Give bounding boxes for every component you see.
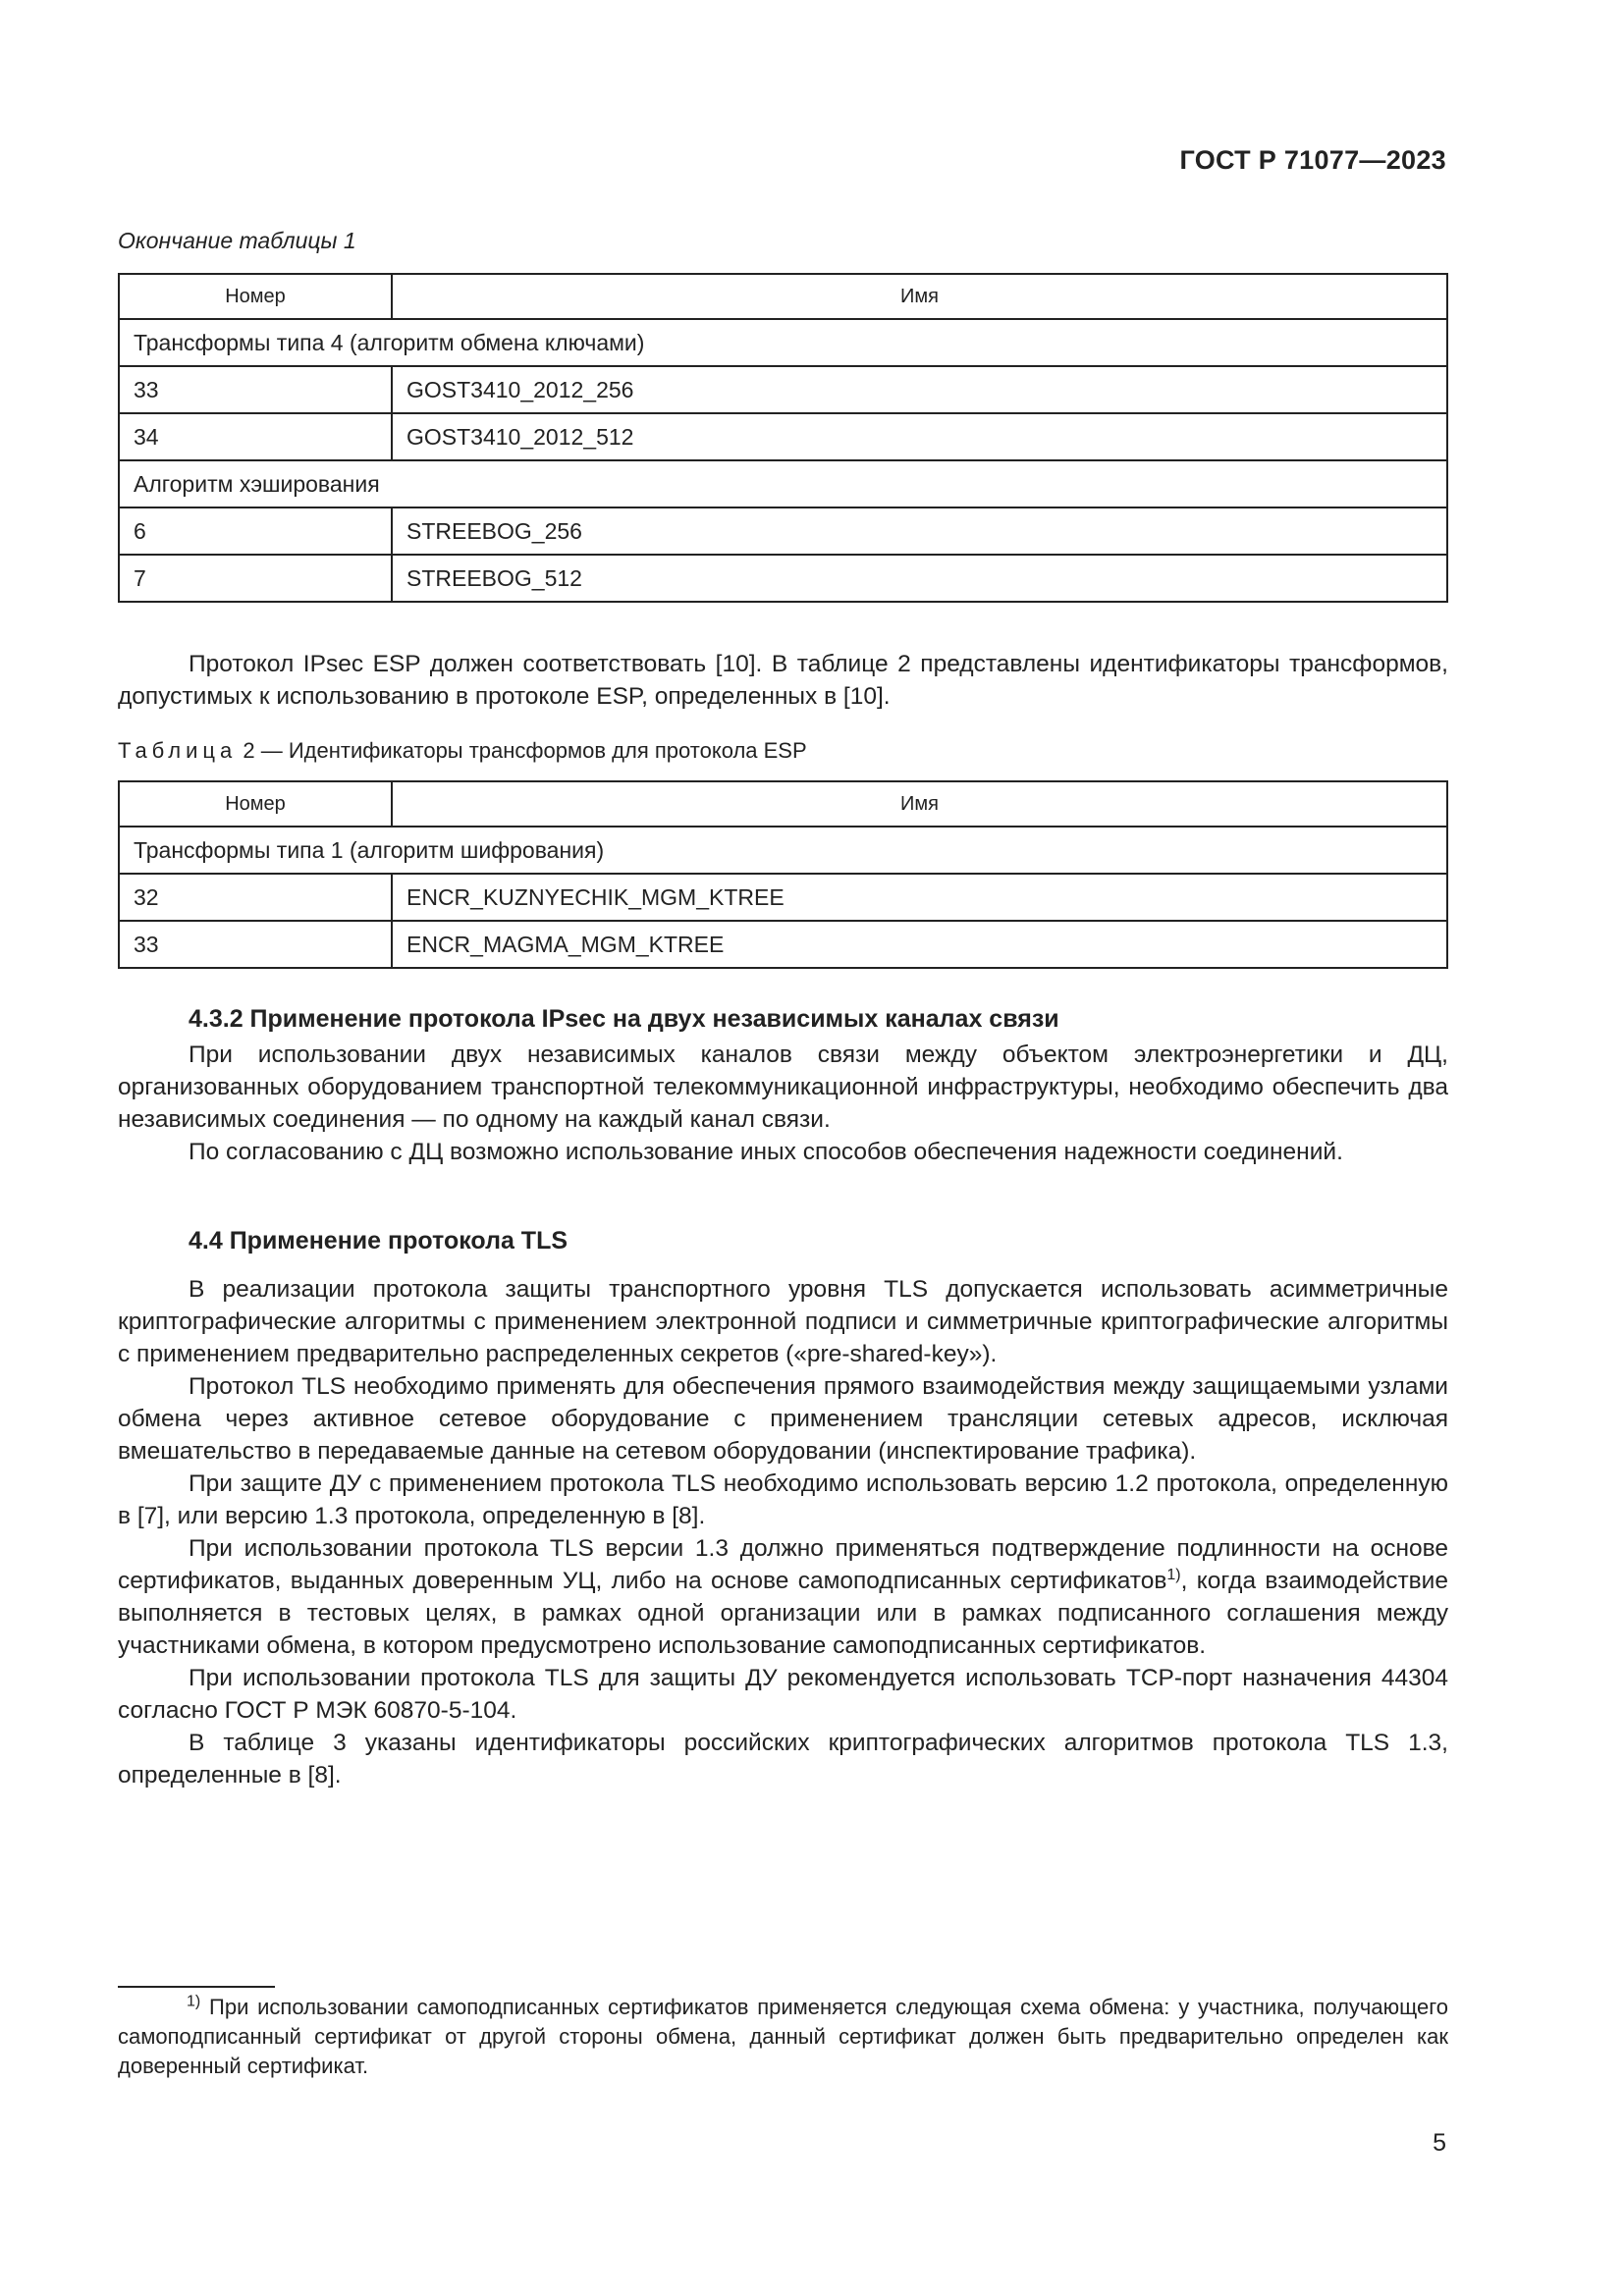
table-group-row — [119, 460, 1447, 507]
paragraph: При использовании протокола TLS для защиты ДУ рекомендуется использовать TCP-порт назначения 44304 согласно ГОСТ Р МЭК 60870-5-104. — [118, 1665, 1448, 1724]
paragraph: В таблице 3 указаны идентификаторы российских криптографических алгоритмов протокола TLS 1.3, определенные в [8]. — [118, 1730, 1448, 1789]
table-row — [119, 555, 1447, 602]
cell-name: GOST3410_2012_512 — [392, 413, 1447, 460]
column-header-name: Имя — [392, 781, 1447, 827]
table-row — [119, 413, 1447, 460]
cell-name: STREEBOG_256 — [392, 507, 1447, 555]
cell-name: GOST3410_2012_256 — [392, 366, 1447, 413]
cell-number: 33 — [119, 921, 392, 968]
cell-number: 32 — [119, 874, 392, 921]
table-header-row — [119, 781, 1447, 827]
cell-name: STREEBOG_512 — [392, 555, 1447, 602]
table-caption-text: 2 — Идентификаторы трансформов для протокола ESP — [243, 738, 807, 763]
cell-name: ENCR_KUZNYECHIK_MGM_KTREE — [392, 874, 1447, 921]
table-row — [119, 366, 1447, 413]
page-number: 5 — [1433, 2129, 1446, 2157]
cell-number: 33 — [119, 366, 392, 413]
column-header-name: Имя — [392, 274, 1447, 319]
table-group-row — [119, 319, 1447, 366]
document-code: ГОСТ Р 71077—2023 — [1179, 145, 1446, 175]
footnote-marker: 1) — [187, 1993, 201, 2010]
footnote-text: При использовании самоподписанных сертификатов применяется следующая схема обмена: у участника, получающего самоподписанный сертификат от другой стороны обмена, данный сертификат должен быть предварительно определен как доверенный сертификат. — [118, 1995, 1448, 2078]
group-label: Трансформы типа 4 (алгоритм обмена ключами) — [119, 319, 1447, 366]
section-4-3-2-body — [118, 1039, 1448, 1168]
section-4-4-title: 4.4 Применение протокола TLS — [189, 1227, 568, 1255]
table1-continuation-label: Окончание таблицы 1 — [118, 228, 356, 253]
table2-caption — [118, 738, 807, 764]
cell-name: ENCR_MAGMA_MGM_KTREE — [392, 921, 1447, 968]
column-header-number: Номер — [119, 781, 392, 827]
paragraph: Протокол TLS необходимо применять для обеспечения прямого взаимодействия между защищаемыми узлами обмена через активное сетевое оборудование с применением трансляции сетевых адресов, исключая вмешательство в передаваемые данные на сетевом оборудовании (инспектирование трафика). — [118, 1373, 1448, 1465]
paragraph: Протокол IPsec ESP должен соответствовать [10]. В таблице 2 представлены идентификаторы трансформов, допустимых к использованию в протоколе ESP, определенных в [10]. — [118, 651, 1448, 710]
table-2 — [118, 780, 1448, 969]
paragraph-text: , когда взаимодействие выполняется в тестовых целях, в рамках одной организации или в рамках подписанного соглашения между участниками обмена, в котором предусмотрено использование самоподписанных сертификатов. — [118, 1568, 1448, 1659]
paragraph: При использовании двух независимых каналов связи между объектом электроэнергетики и ДЦ, организованных оборудованием транспортной телекоммуникационной инфраструктуры, необходимо обеспечить два независимых соединения — по одному на каждый канал связи. — [118, 1041, 1448, 1133]
footnote-paragraph — [118, 1993, 1448, 2081]
cell-number: 7 — [119, 555, 392, 602]
table-header-row — [119, 274, 1447, 319]
footnote — [118, 1993, 1448, 2081]
cell-number: 34 — [119, 413, 392, 460]
section-4-3-2-title: 4.3.2 Применение протокола IPsec на двух независимых каналах связи — [189, 1005, 1059, 1033]
group-label: Алгоритм хэширования — [119, 460, 1447, 507]
footnote-reference: 1) — [1166, 1566, 1181, 1583]
table-row — [119, 921, 1447, 968]
paragraph: В реализации протокола защиты транспортного уровня TLS допускается использовать асимметричные криптографические алгоритмы с применением электронной подписи и симметричные криптографические алгоритмы с применением предварительно распределенных секретов («pre-shared-key»). — [118, 1276, 1448, 1367]
paragraph: При защите ДУ с применением протокола TLS необходимо использовать версию 1.2 протокола, определенную в [7], или версию 1.3 протокола, определенную в [8]. — [118, 1470, 1448, 1529]
table-row — [119, 874, 1447, 921]
paragraph — [118, 1532, 1448, 1662]
footnote-divider — [118, 1986, 275, 1988]
paragraph: По согласованию с ДЦ возможно использование иных способов обеспечения надежности соединений. — [189, 1139, 1343, 1165]
table-caption-label: Таблица — [118, 738, 238, 763]
cell-number: 6 — [119, 507, 392, 555]
paragraph-text: При использовании протокола TLS версии 1.3 должно применяться подтверждение подлинности на основе сертификатов, выданных доверенным УЦ, либо на основе самоподписанных сертификатов — [118, 1535, 1448, 1594]
section-4-4-body — [118, 1273, 1448, 1791]
table-1 — [118, 273, 1448, 603]
group-label: Трансформы типа 1 (алгоритм шифрования) — [119, 827, 1447, 874]
column-header-number: Номер — [119, 274, 392, 319]
table-group-row — [119, 827, 1447, 874]
table-row — [119, 507, 1447, 555]
esp-paragraph-block — [118, 648, 1448, 713]
